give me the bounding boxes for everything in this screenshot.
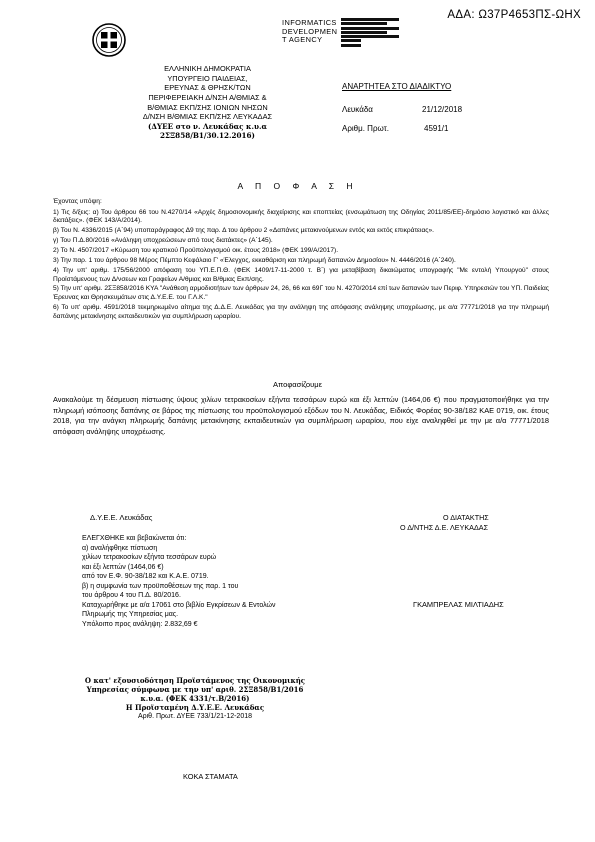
- finance-officer-name: ΚΟΚΑ ΣΤΑΜΑΤΑ: [183, 772, 238, 781]
- consideration-item: 2) Το Ν. 4507/2017 «Κύρωση του κρατικού Προϋπολογισμού οικ. έτους 2018» (ΦΕΚ 199/Α/2017).: [53, 247, 339, 255]
- consideration-item: 5) Την υπ' αριθμ. 2ΣΞ858/2016 ΚΥΑ "Ανάθεση αρμοδιοτήτων των άρθρων 24, 26, 66 και 69Γ του Ν. 4270/2014 επί των δαπανών των Περιφ. Υπηρεσιών του ΥΠ. Παιδείας Έρευνας και Θρησκευμάτων στις Δ.Υ.Ε.Ε. του Γ.Λ.Κ.": [53, 285, 549, 302]
- considerations: [53, 198, 549, 323]
- protocol-label: Αριθμ. Πρωτ.: [342, 124, 390, 133]
- decision-body: Ανακαλούμε τη δέσμευση πίστωσης ύψους χιλίων τετρακοσίων εξήντα τεσσάρων ευρώ και έξι λεπτών (1464,06 €) που πραγματοποιήθηκε για την πληρωμή ισόποσης δαπάνης σε βάρος της πίστωσης του προϋπολογισμού εξόδων του Ν. Λευκάδας, Ειδικός Φορέας 90-38/182 ΚΑΕ 0719, οικ. έτους 2018, για την ανάγκη πληρωμής δαπάνης μετακίνησης εκπαιδευτικών για συμπλήρωση ωραρίου, που είχε αναληφθεί με την με α/α 77771/2018 απόφαση ανάληψης υποχρέωσης.: [53, 395, 549, 437]
- decision-heading: Αποφασίζουμε: [272, 380, 323, 389]
- protocol-number: 4591/1: [424, 124, 449, 133]
- signer-office: Ο Δ/ΝΤΗΣ Δ.Ε. ΛΕΥΚΑΔΑΣ: [400, 523, 489, 532]
- posting-note: ΑΝΑΡΤΗΤΕΑ ΣΤΟ ΔΙΑΔΙΚΤΥΟ: [342, 82, 452, 91]
- consideration-item: β) Του Ν. 4336/2015 (Α΄94) υποπαράγραφος Δ9 της παρ. Δ του άρθρου 2 «Δαπάνες μετακινούμενων εντός και εκτός επικράτειας».: [53, 227, 434, 235]
- document-title: Α Π Ο Φ Α Σ Η: [237, 181, 358, 191]
- protocol-line: [342, 124, 449, 134]
- issuing-authority: ΕΛΛΗΝΙΚΗ ΔΗΜΟΚΡΑΤΙΑ ΥΠΟΥΡΓΕΙΟ ΠΑΙΔΕΙΑΣ, ΕΡΕΥΝΑΣ & ΘΡΗΣΚ/ΤΩΝ ΠΕΡΙΦΕΡΕΙΑΚΗ Δ/ΝΣΗ Α/ΘΜΙΑΣ & Β/ΘΜΙΑΣ ΕΚΠ/ΣΗΣ ΙΟΝΙΩΝ ΝΗΣΩΝ Δ/ΝΣΗ Β/ΘΜΙΑΣ ΕΚΠ/ΣΗΣ ΛΕΥΚΑΔΑΣ (ΔΥΕΕ στο ν. Λευκάδας κ.υ.α 2ΣΞ858/Β1/30.12.2016): [142, 64, 273, 141]
- place-label: Λευκάδα: [342, 105, 373, 114]
- verification-block: ΕΛΕΓΧΘΗΚΕ και βεβαιώνεται ότι: α) αναλήφθηκε πίστωση χιλίων τετρακοσίων εξήντα τεσσάρων ευρώ και έξι λεπτών (1464,06 €) από τον Ε.Φ. 90-38/182 και Κ.Α.Ε. 0719. β) η συμφωνία των προϋποθέσεων της παρ. 1 του του άρθρου 4 του Π.Δ. 80/2016. Καταχωρήθηκε με α/α 17061 στο βιβλίο Εγκρίσεων & Εντολών Πληρωμής της Υπηρεσίας μας. Υπόλοιπο προς ανάληψη: 2.832,69 €: [82, 535, 276, 628]
- finance-authorization-footer: Ο κατ' εξουσιοδότηση Προϊστάμενος της Οικονομικής Υπηρεσίας σύμφωνα με την υπ' αριθ. 2ΣΞ858/Β1/2016 κ.υ.α. (ΦΕΚ 4331/τ.Β/2016) Η Προϊσταμένη Δ.Υ.Ε.Ε. Λευκάδας Αριθ. Πρωτ. ΔΥΕΕ 733/1/21-12-2018: [84, 676, 306, 720]
- consideration-item: 1) Τις δ/ξεις: α) Του άρθρου 66 του Ν.4270/14 «Αρχές δημοσιονομικής διαχείρισης και εποπτείας (ενσωμάτωση της Οδηγίας 2011/85/ΕΕ)-δημόσιο λογιστικό και άλλες διατάξεις». (ΦΕΚ 143/Α/2014).: [53, 208, 549, 225]
- consideration-item: γ) Του Π.Δ.80/2016 «Ανάληψη υποχρεώσεων από τους διατάκτες» (Α΄145).: [53, 237, 273, 245]
- greek-emblem-icon: [91, 22, 127, 58]
- considerations-heading: Έχοντας υπόψη:: [53, 198, 102, 205]
- left-signature-office: Δ.Υ.Ε.Ε. Λευκάδας: [90, 513, 153, 522]
- informatics-agency-logo: [341, 18, 399, 52]
- consideration-item: 4) Την υπ' αριθμ. 175/56/2000 απόφαση του ΥΠ.Ε.Π.Θ. (ΦΕΚ 1409/17-11-2000 τ. Β΄) για μεταβίβαση δικαιώματος υπογραφής "Με εντολή Υπουργού" στους Προϊστάμενους των Δ/νσεων και Γραφείων Α/θμιας και Β/θμιας Εκπ/σης.: [53, 266, 549, 283]
- signer-name: ΓΚΑΜΠΡΕΛΑΣ ΜΙΛΤΙΑΔΗΣ: [413, 600, 504, 609]
- ada-code: ΑΔΑ: Ω37Ρ4653ΠΣ-ΩΗΧ: [447, 9, 581, 21]
- consideration-item: 3) Την παρ. 1 του άρθρου 98 Μέρος Πέμπτο Κεφάλαιο Γ' «Έλεγχος, εκκαθάριση και πληρωμή δαπανών Δημοσίου» Ν. 4446/2016 (Α΄240).: [53, 256, 456, 264]
- date-line: [342, 105, 463, 115]
- consideration-item: 6) Το υπ' αριθμ. 4591/2018 τεκμηριωμένο αίτημα της Δ.Δ.Ε. Λευκάδας για την ανάληψη της απόφασης ανάληψης υποχρέωσης, με α/α 77771/2018 για την πληρωμή δαπάνης μετακίνησης εκπαιδευτικών για συμπλήρωση ωραρίου.: [53, 304, 549, 320]
- informatics-agency-text: INFORMATICS DEVELOPMEN T AGENCY: [282, 18, 338, 45]
- document-date: 21/12/2018: [422, 105, 463, 114]
- signer-role: Ο ΔΙΑΤΑΚΤΗΣ: [443, 513, 489, 522]
